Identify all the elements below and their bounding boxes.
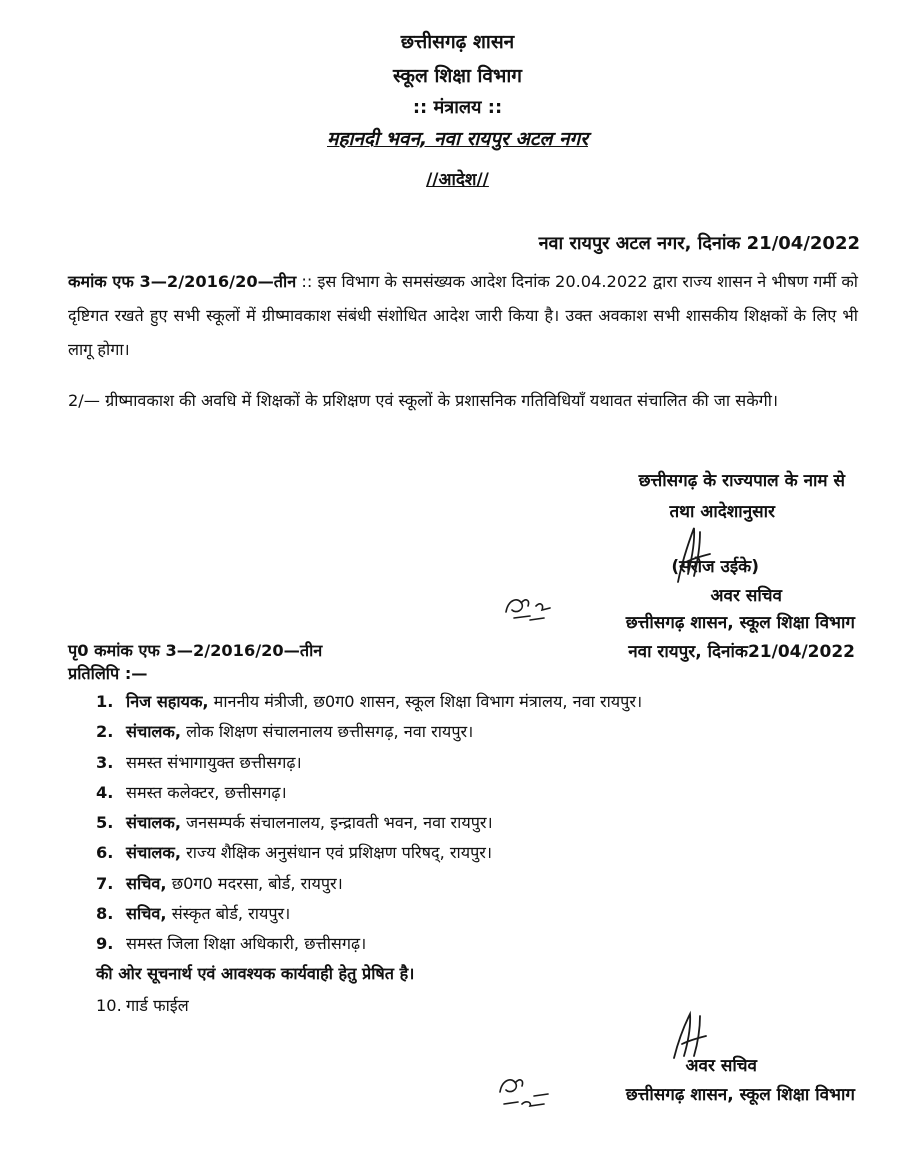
- list-item-number: 4.: [96, 782, 114, 802]
- list-item-number: 1.: [96, 692, 114, 711]
- list-item-text: जनसम्पर्क संचालनालय, इन्द्रावती भवन, नवा रायपुर।: [180, 813, 493, 833]
- list-item-number: 6.: [96, 843, 114, 863]
- list-item-number: 10.: [96, 996, 122, 1015]
- list-item-text: समस्त जिला शिक्षा अधिकारी, छत्तीसगढ़।: [126, 934, 367, 954]
- order-paragraph-1: [68, 265, 858, 367]
- list-item: [96, 687, 642, 717]
- list-item-text: छ0ग0 मदरसा, बोर्ड, रायपुर।: [166, 873, 343, 893]
- list-item-number: 9.: [96, 934, 114, 954]
- header-department: स्कूल शिक्षा विभाग: [393, 65, 522, 87]
- signatory-department: छत्तीसगढ़ शासन, स्कूल शिक्षा विभाग: [625, 613, 855, 633]
- list-item-text: संस्कृत बोर्ड, रायपुर।: [166, 904, 291, 924]
- order-date: नवा रायपुर अटल नगर, दिनांक 21/04/2022: [538, 233, 860, 254]
- signatory-name: (सरोज उईके): [671, 557, 759, 577]
- document-title: //आदेश//: [426, 170, 489, 190]
- list-item-role: निज सहायक,: [126, 692, 209, 711]
- list-item: [96, 838, 642, 868]
- list-item-role: सचिव,: [126, 873, 167, 893]
- list-item-text: लोक शिक्षण संचालनालय छत्तीसगढ़, नवा रायपुर।: [180, 722, 474, 742]
- list-item-role: संचालक,: [126, 813, 181, 833]
- list-item: [96, 748, 642, 778]
- bottom-signatory-department: छत्तीसगढ़ शासन, स्कूल शिक्षा विभाग: [625, 1085, 855, 1105]
- list-item-text: राज्य शैक्षिक अनुसंधान एवं प्रशिक्षण परिषद्, रायपुर।: [180, 843, 493, 863]
- list-item-role: संचालक,: [126, 843, 181, 863]
- list-item: [96, 899, 642, 929]
- signature-order-line: तथा आदेशानुसार: [669, 502, 775, 522]
- list-item-role: संचालक,: [126, 722, 181, 742]
- header-address: महानदी भवन, नवा रायपुर अटल नगर: [327, 128, 588, 150]
- list-item-number: 7.: [96, 873, 114, 893]
- header-ministry: :: मंत्रालय ::: [412, 97, 503, 118]
- order-paragraph-2: 2/— ग्रीष्मावकाश की अवधि में शिक्षकों के प्रशिक्षण एवं स्कूलों के प्रशासनिक गतिविधियॉं यथावत संचालित की जा सकेगी।: [68, 391, 779, 410]
- list-item-number: 8.: [96, 904, 114, 924]
- list-item: [96, 717, 642, 747]
- list-item-number: 5.: [96, 813, 114, 833]
- list-item-text: माननीय मंत्रीजी, छ0ग0 शासन, स्कूल शिक्षा विभाग मंत्रालय, नवा रायपुर।: [208, 692, 643, 711]
- initials-mark-icon: [494, 1074, 554, 1114]
- signatory-designation: अवर सचिव: [710, 586, 782, 606]
- list-item-guard-file: [96, 994, 189, 1016]
- order-number: कमांक एफ 3—2/2016/20—तीन: [68, 272, 297, 291]
- order-paragraph-1-text: :: इस विभाग के समसंख्यक आदेश दिनांक 20.04.2022 द्वारा राज्य शासन ने भीषण गर्मी को दृष्टिगत रखते हुए सभी स्कूलों में ग्रीष्मावकाश संबंधी संशोधित आदेश जारी किया है। उक्त अवकाश सभी शासकीय शिक्षकों के लिए भी लागू होगा।: [68, 272, 858, 359]
- list-item-text: समस्त संभागायुक्त छत्तीसगढ़।: [126, 752, 302, 772]
- forwarding-note: की ओर सूचनार्थ एवं आवश्यक कार्यवाही हेतु प्रेषित है।: [96, 964, 415, 983]
- list-item: [96, 778, 642, 808]
- endorsement-number: पृ0 कमांक एफ 3—2/2016/20—तीन: [68, 641, 323, 660]
- list-item-role: सचिव,: [126, 904, 167, 924]
- list-item: [96, 808, 642, 838]
- signature-authority-line: छत्तीसगढ़ के राज्यपाल के नाम से: [638, 471, 845, 491]
- list-item: [96, 869, 642, 899]
- list-item-text: समस्त कलेक्टर, छत्तीसगढ़।: [126, 782, 287, 802]
- list-item-text: गार्ड फाईल: [126, 996, 189, 1015]
- copy-to-label: प्रतिलिपि :—: [68, 664, 148, 683]
- list-item: [96, 929, 642, 959]
- initials-mark-icon: [500, 592, 562, 626]
- list-item-number: 3.: [96, 752, 114, 772]
- header-government: छत्तीसगढ़ शासन: [400, 31, 515, 53]
- signature-date: नवा रायपुर, दिनांक21/04/2022: [628, 642, 855, 662]
- bottom-signatory-designation: अवर सचिव: [685, 1056, 757, 1076]
- recipient-list: [96, 687, 642, 960]
- list-item-number: 2.: [96, 722, 114, 742]
